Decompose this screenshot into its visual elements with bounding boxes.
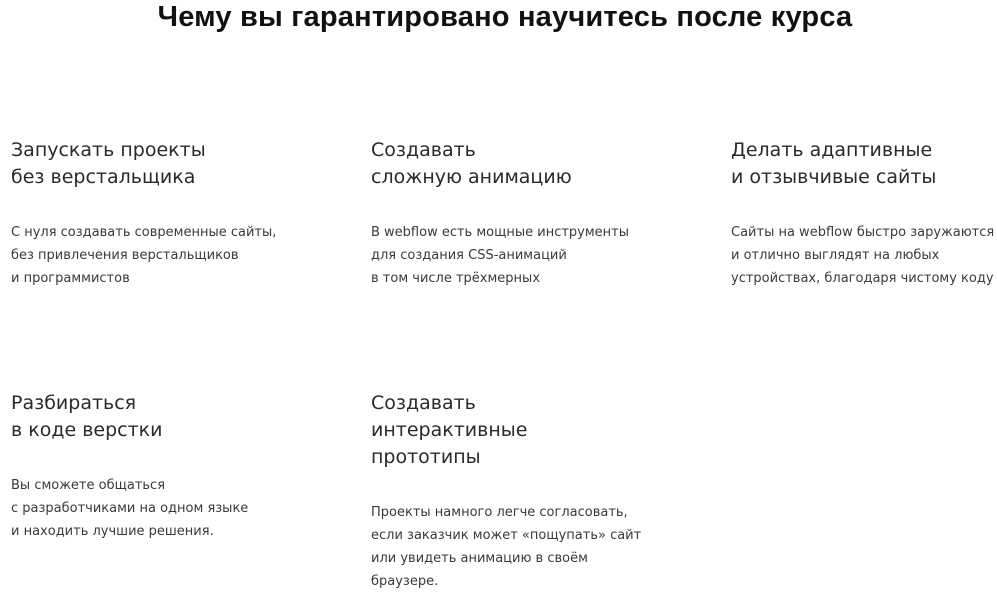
feature-title: Создавать интерактивные прототипы	[371, 392, 528, 468]
feature-responsive-sites	[731, 137, 997, 290]
feature-understand-code	[11, 390, 311, 543]
feature-description: Проекты намного легче согласовать, если заказчик может «пощупать» сайт или увидеть анимацию в своём браузере.	[371, 505, 642, 589]
feature-description: Вы сможете общаться с разработчиками на одном языке и находить лучшие решения.	[11, 478, 249, 539]
feature-title: Делать адаптивные и отзывчивые сайты	[731, 139, 937, 188]
section-heading: Чему вы гарантировано научитесь после курса	[157, 1, 853, 33]
feature-complex-animation	[371, 137, 671, 290]
feature-description: С нуля создавать современные сайты, без привлечения верстальщиков и программистов	[11, 225, 277, 286]
feature-title: Создавать сложную анимацию	[371, 139, 572, 188]
feature-launch-projects	[11, 137, 311, 290]
feature-interactive-prototypes	[371, 390, 671, 593]
feature-description: Сайты на webflow быстро заружаются и отлично выглядят на любых устройствах, благодаря чистому коду	[731, 225, 995, 286]
feature-title: Разбираться в коде верстки	[11, 392, 163, 441]
feature-description: В webflow есть мощные инструменты для создания CSS-анимаций в том числе трёхмерных	[371, 225, 630, 286]
feature-title: Запускать проекты без верстальщика	[11, 139, 206, 188]
